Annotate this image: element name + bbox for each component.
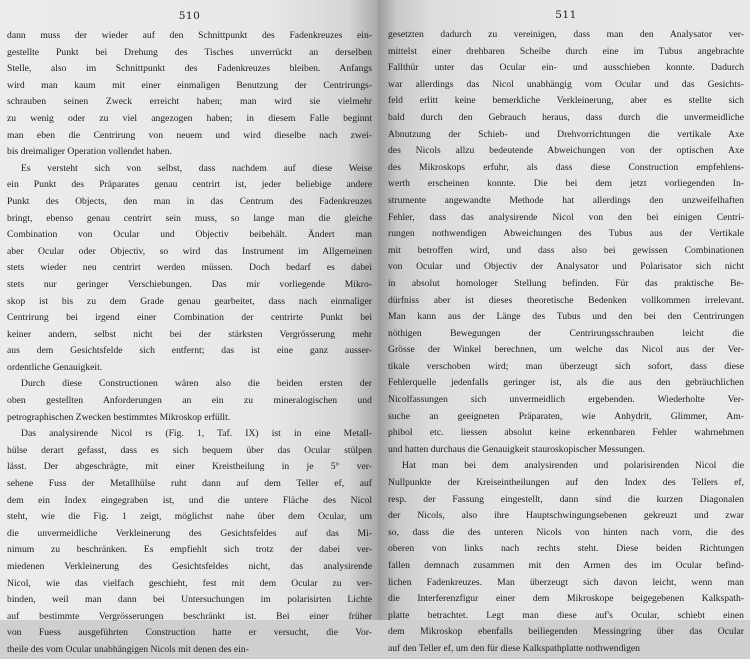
page-number: 511 [555,9,577,21]
text-line: Abnutzung der Schieb- und Drehvorrichtungen die vertikale Axe [388,128,744,140]
text-line: gesetzten dadurch zu vereinigen, dass man den Analysator ver- [388,29,744,40]
text-line: miedenen Verkleinerung des Gesichtsfeldes nicht, das analysirende [7,561,372,572]
text-line: bringt, ebenso genau centrirt sein muss, so lange man die gleiche [7,212,372,224]
text-line: oben gestellten Anforderungen an ein zu mineralogischen und [7,395,372,407]
text-line: in absolut homologer Stellung befinden. Für das praktische Be- [388,277,744,289]
text-line: dürfniss aber ist dieses theoretische Bedenken vollkommen irrelevant. [388,294,744,306]
text-line: Punkt des Objects, den man in das Centrum des Fadenkreuzes [7,195,372,207]
text-line: steht, wie die Fig. 1 zeigt, möglichst nahe über dem Ocular, um [7,511,372,523]
text-line: nimum zu beschränken. Es empfiehlt sich trotz der dabei ver- [7,544,372,556]
text-line: stets wieder neu centrirt werden müssen. Doch bedarf es dabei [7,262,372,274]
page-body [388,27,744,658]
paragraph [7,28,372,161]
text-line: mittelst einer drehbaren Scheibe durch eine im Tubus angebrachte [388,45,744,57]
text-line: Fallthür unter das Ocular ein- und ausschieben konnte. Dadurch [388,62,744,74]
text-line: Stelle, also im Schnittpunkt des Fadenkreuzes bleiben. Anfangs [7,63,372,75]
text-line: skop ist bis zu dem Grade genau gearbeitet, dass nach einmaliger [7,295,372,307]
text-line: Durch diese Constructionen wären also die beiden ersten der [21,378,372,390]
text-line: petrographischen Zwecken bestimmtes Mikroskop erfüllt. [7,411,231,423]
text-line: stets nur geringer Verschiebungen. Das mir vorliegende Mikro- [7,278,372,290]
text-line: rungen nothwendigen Abweichungen des Tubus aus der Vertikale [388,228,744,240]
text-line: Es versteht sich von selbst, dass nachdem auf diese Weise [21,162,372,174]
text-line: strumente angewandte Methode hat allerdings den unzweifelhaften [388,194,744,206]
text-line: Fehlerquelle jedenfalls geringer ist, als die aus den gebräuchlichen [388,377,744,389]
page-number: 510 [178,10,201,22]
text-line: hülse derart gefasst, dass es sich bequem über das Ocular stülpen [7,444,372,456]
text-line: platte betrachtet. Legt man diese auf's Ocular, schiebt einen [388,609,744,621]
text-line: lässt. Der abgeschrägte, mit einer Kreistheilung in je 5° ver- [7,461,372,473]
text-line: bis dreimaliger Operation vollendet haben. [7,146,172,158]
text-line: Man kann aus der Länge des Tubus und den bei den Centrirungen [388,311,744,323]
text-line: auf den Teller ef, um den für diese Kalkspathplatte nothwendigen [388,642,640,654]
text-line: der Nicols, also ihre Hauptschwingungsebenen gekreuzt und zwar [388,510,744,522]
text-line: schrauben seinen Zweck erreicht haben; man wird sie vielmehr [7,96,372,108]
text-line: ordentliche Genauigkeit. [7,361,103,373]
text-line: werth erscheinen konnte. Die bei dem jetzt vorliegenden In- [388,178,744,190]
text-line: theile des vom Ocular unabhängigen Nicols mit denen des ein- [7,643,249,655]
text-line: suche an geeigneten Präparaten, wie Anhydrit, Glimmer, Am- [388,410,744,422]
text-line: so, dass die des unteren Nicols von hinten nach vorn, die des [388,526,744,538]
text-line: von Fuess ausgeführten Construction hatte er versucht, die Vor- [7,627,372,639]
text-line: zu wenig oder zu viel angezogen haben; in diesem Falle beginnt [7,112,372,124]
text-line: die Interferenzfigur einer dem Mikroskope beigegebenen Kalkspath- [388,593,744,605]
text-line: Fehler, dass das analysirende Nicol von den bei einigen Centri- [388,211,744,223]
text-line: phibol etc. liessen absolut keine erkennbaren Fehler wahrnehmen [388,427,744,439]
text-line: Nullpunkte der Kreiseintheilungen auf den Index des Tellers ef, [388,477,744,489]
right-page [378,0,750,654]
text-line: keiner andern, selbst nicht bei der stärksten Vergrösserung mehr [7,328,372,340]
text-line: ein Punkt des Präparates genau centrirt ist, jeder beliebige andere [7,179,372,191]
text-line: nöthigen Bewegungen der Centrirungsschrauben leicht die [388,327,744,339]
text-line: aus dem Gesichtsfelde sich entfernt; das ist eine ganz ausser- [7,345,372,357]
text-line: dem Mikroskop ebenfalls beiliegenden Messingring über das Ocular [388,626,744,638]
text-line: binden, weil man dann bei Untersuchungen im polarisirten Lichte [7,594,372,606]
text-line: fallen demnach zusammen mit den Armen des im Ocular befind- [388,560,744,571]
text-line: feld erlitt keine bemerkliche Verkleinerung, aber es stellte sich [388,95,744,107]
text-line: man eben die Centrirung von neuem und wird dieselbe nach zwei- [7,129,372,141]
text-line: Nicolfassungen sich unvermeidlich ergebenden. Wiederholte Ver- [388,394,744,406]
text-line: war allerdings das Nicol unabhängig vom Ocular und das Gesichts- [388,78,744,90]
text-line: die unvermeidliche Verkleinerung des Gesichtsfeldes auf das Mi- [7,527,372,539]
text-line: des Nicols allzu bedeutende Abweichungen von der optischen Axe [388,145,744,157]
paragraph [388,27,744,458]
text-line: Combination von Ocular und Objectiv beibehält. Ändert man [7,229,372,241]
text-line: oberen von links nach rechts steht. Diese beiden Richtungen [388,543,744,555]
text-line: sehene Fuss der Metallhülse ruht dann auf dem Teller ef, auf [7,478,372,490]
text-line: Centrirung bei irgend einer Combination der centrirte Punkt bei [7,312,372,324]
text-line: Das analysirende Nicol rs (Fig. 1, Taf. IX) ist in eine Metall- [21,428,372,440]
text-line: Hat man bei dem analysirenden und polarisirenden Nicol die [402,460,744,472]
paragraph [7,426,372,658]
paragraph [388,458,744,657]
text-line: bald durch den Gebrauch heraus, dass durch die unvermeidliche [388,111,744,123]
text-line: auf bestimmte Vergrösserungen beschränkt ist. Bei einer früher [7,610,372,622]
text-line: aber Ocular oder Objectiv, so wird das Instrument im Allgemeinen [7,245,372,257]
text-line: wird man kaum mit einer einmaligen Benutzung der Centrirungs- [7,79,372,91]
text-line: gestellte Punkt bei Drehung des Tisches unverrückt an derselben [7,46,372,58]
text-line: Grösse der Winkel berechnen, um welche das Nicol aus der Ver- [388,344,744,356]
paragraph [7,376,372,426]
text-line: von Ocular und Objectiv der Analysator und Polarisator sich nicht [388,261,744,273]
text-line: resp. der Fassung eingestellt, dann sind die kurzen Diagonalen [388,493,744,505]
text-line: lichen Fadenkreuzes. Man überzeugt sich davon leicht, wenn man [388,576,744,588]
text-line: Nicol, wie das vielfach geschieht, fest mit dem Ocular zu ver- [7,577,372,589]
text-line: dem ein Index eingegraben ist, und die untere Fläche des Nicol [7,494,372,506]
text-line: tikale verschoben wird; man überzeugt sich sofort, dass diese [388,360,744,372]
text-line: mit betroffen wird, und dass also bei gewissen Combinationen [388,244,744,256]
paragraph [7,161,372,377]
text-line: dann muss der wieder auf den Schnittpunkt des Fadenkreuzes ein- [7,30,372,41]
text-line: und hatten durchaus die Genauigkeit stauroskopischer Messungen. [388,443,645,455]
text-line: des Mikroskops erfuhr, als dass diese Construction empfehlens- [388,161,744,173]
page-body [7,28,372,659]
